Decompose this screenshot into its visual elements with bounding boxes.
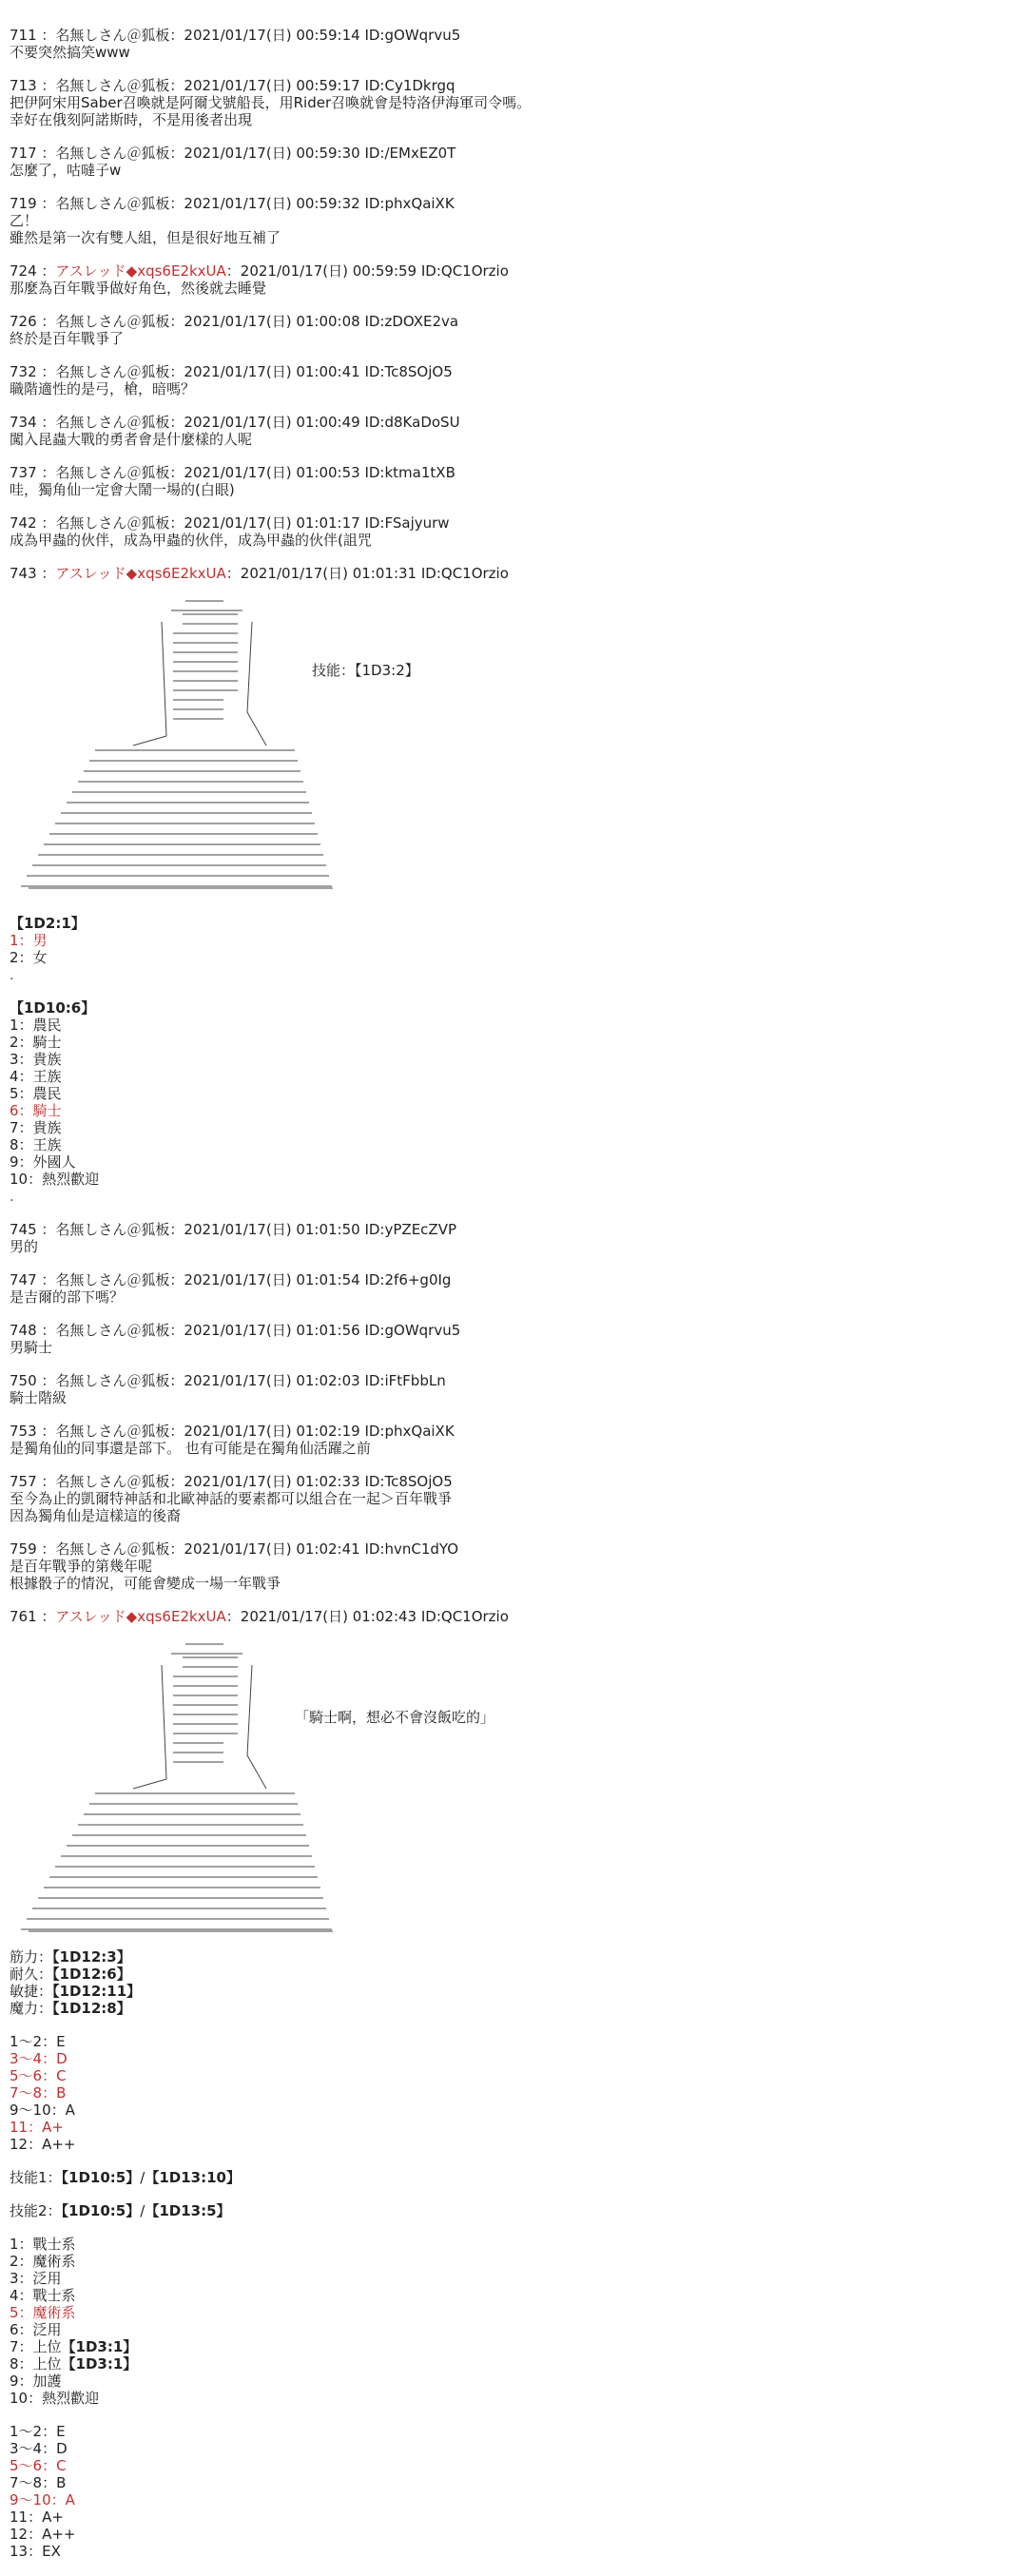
list-item: 5～6：C: [10, 2067, 67, 2084]
post: [10, 464, 1017, 498]
post: [10, 195, 1017, 246]
art-stroke: [162, 1665, 166, 1779]
post-header: 732 ：名無しさん＠狐板：2021/01/17(日) 01:00:41 ID:Tc8SOjO5: [10, 363, 453, 380]
skill2-roll: 技能2：【1D10:5】/【1D13:5】: [10, 2202, 231, 2219]
list-item: 11：A+: [10, 2508, 64, 2526]
post: [10, 514, 1017, 549]
list-item: 7：貴族: [10, 1119, 62, 1136]
list-item: 1：農民: [10, 1017, 62, 1034]
post-body-line: 把伊阿宋用Saber召喚就是阿爾戈號船長，用Rider召喚就會是特洛伊海軍司令嗎。: [10, 94, 532, 111]
post-header: 726 ：名無しさん＠狐板：2021/01/17(日) 01:00:08 ID:zDOXE2va: [10, 313, 459, 330]
author-trip: ◆xqs6E2kxUA: [126, 565, 226, 582]
post-body-line: 根據骰子的情況，可能會變成一場一年戰爭: [10, 1575, 281, 1592]
post-header: 734 ：名無しさん＠狐板：2021/01/17(日) 01:00:49 ID:d8KaDoSU: [10, 414, 460, 431]
list-item: 7：上位【1D3:1】: [10, 2338, 138, 2355]
posts-group-1: [10, 27, 1017, 246]
post: [10, 1271, 1017, 1306]
speech-caption: 「騎士啊，想必不會沒飯吃的」: [295, 1709, 495, 1726]
stat-rolls: [10, 1948, 1017, 2017]
post: [10, 1473, 1017, 1524]
skill1-roll: 技能1：【1D10:5】/【1D13:10】: [10, 2169, 241, 2186]
post-header: 748 ：名無しさん＠狐板：2021/01/17(日) 01:01:56 ID:gOWqrvu5: [10, 1322, 461, 1339]
posts-group-2: [10, 313, 1017, 549]
list-item: 3～4：D: [10, 2440, 68, 2457]
art-stroke: [247, 1755, 266, 1789]
list-item: 4：王族: [10, 1068, 62, 1085]
post-body-line: 至今為止的凱爾特神話和北歐神話的要素都可以組合在一起＞百年戰爭: [10, 1490, 453, 1507]
ascii-art-drawing: [10, 1637, 371, 1941]
post: [10, 414, 1017, 448]
ascii-art-figure: [10, 1637, 495, 1941]
post: [10, 363, 1017, 397]
list-item: 4：戰士系: [10, 2287, 76, 2304]
list-item: 1：戰士系: [10, 2236, 76, 2253]
post-body-line: 乙！: [10, 212, 39, 229]
list-item: 9～10：A: [10, 2101, 75, 2119]
roll-title: 【1D10:6】: [10, 999, 96, 1017]
post-header: 711 ：名無しさん＠狐板：2021/01/17(日) 00:59:14 ID:gOWqrvu5: [10, 27, 461, 44]
list-item: 3：貴族: [10, 1051, 62, 1068]
post-body-line: 是吉爾的部下嗎？: [10, 1288, 125, 1306]
list-item: 3：泛用: [10, 2270, 62, 2287]
roll-title: 【1D2:1】: [10, 915, 86, 932]
ascii-art-drawing: [10, 593, 371, 907]
list-item: 9～10：A: [10, 2491, 75, 2508]
post-743: 743 ：アスレッド◆xqs6E2kxUA：2021/01/17(日) 01:01:31 ID:QC1Orzio 技能：【1D3:2】 【1D2:1】 1：男 2：女 . 【1D10:6】 1：農民 2：騎士 3：貴族 4：王族 5：農民 6：騎士 7：貴族 8：王族 9：外國人 10：熱烈歡迎 .: [10, 565, 1017, 1221]
post-header: 759 ：名無しさん＠狐板：2021/01/17(日) 01:02:41 ID:hvnC1dYO: [10, 1540, 459, 1558]
post-header: 724 ：アスレッド◆xqs6E2kxUA：2021/01/17(日) 00:59:59 ID:QC1Orzio: [10, 262, 509, 280]
list-item: 1～2：E: [10, 2033, 66, 2050]
list-item: 2：女: [10, 949, 48, 966]
art-stroke: [133, 1779, 166, 1789]
post-body-line: 是百年戰爭的第幾年呢: [10, 1558, 153, 1575]
post-header: 750 ：名無しさん＠狐板：2021/01/17(日) 01:02:03 ID:iFtFbbLn: [10, 1372, 446, 1389]
list-item: 5：農民: [10, 1085, 62, 1102]
post-body-line: 闖入昆蟲大戰的勇者會是什麼樣的人呢: [10, 431, 253, 448]
post: [10, 1540, 1017, 1592]
author-trip: ◆xqs6E2kxUA: [126, 1608, 226, 1625]
stat-line: 敏捷：【1D12:11】: [10, 1983, 142, 2000]
post-body-line: 雖然是第一次有雙人組，但是很好地互補了: [10, 229, 281, 246]
stat-line: 魔力：【1D12:8】: [10, 2000, 131, 2017]
post: [10, 1322, 1017, 1356]
post-body-line: 怎麼了，咕噠子w: [10, 162, 122, 179]
post-761: [10, 1608, 1017, 2560]
art-stroke: [133, 736, 166, 746]
list-item: 12：A++: [10, 2526, 76, 2543]
post-header: 737 ：名無しさん＠狐板：2021/01/17(日) 01:00:53 ID:ktma1tXB: [10, 464, 455, 481]
post-body-line: 不要突然搞笑www: [10, 44, 130, 61]
list-item: 3～4：D: [10, 2050, 68, 2067]
list-item: 13：EX: [10, 2543, 61, 2560]
list-item: 8：上位【1D3:1】: [10, 2355, 138, 2373]
stat-line: 耐久：【1D12:6】: [10, 1966, 131, 1983]
post: [10, 1221, 1017, 1255]
author-name[interactable]: アスレッド: [55, 565, 126, 582]
post-body-line: 成為甲蟲的伙伴，成為甲蟲的伙伴，成為甲蟲的伙伴(詛咒: [10, 532, 372, 549]
list-item: 2：魔術系: [10, 2253, 76, 2270]
list-item: 10：熱烈歡迎: [10, 2390, 100, 2407]
list-item: 7～8：B: [10, 2474, 67, 2491]
post-header: 713 ：名無しさん＠狐板：2021/01/17(日) 00:59:17 ID:Cy1Dkrgq: [10, 77, 455, 94]
list-item: 9：外國人: [10, 1153, 76, 1171]
post-header: 761 ：アスレッド◆xqs6E2kxUA：2021/01/17(日) 01:02:43 ID:QC1Orzio: [10, 1608, 509, 1625]
list-item: 1：男: [10, 932, 48, 949]
post-body-line: 男的: [10, 1238, 39, 1255]
stat-line: 筋力：【1D12:3】: [10, 1948, 131, 1966]
list-item: 9：加護: [10, 2373, 62, 2390]
list-item: 5～6：C: [10, 2457, 67, 2474]
post-header: 753 ：名無しさん＠狐板：2021/01/17(日) 01:02:19 ID:phxQaiXK: [10, 1423, 455, 1440]
post-body-line: 終於是百年戰爭了: [10, 330, 125, 347]
art-stroke: [247, 622, 252, 712]
skill-table: [10, 2236, 1017, 2407]
ascii-art-figure: [10, 593, 419, 907]
art-stroke: [247, 712, 266, 746]
list-item: 11：A+: [10, 2119, 64, 2136]
list-item: 7～8：B: [10, 2084, 67, 2101]
post-header: 742 ：名無しさん＠狐板：2021/01/17(日) 01:01:17 ID:FSajyurw: [10, 514, 450, 532]
post-header: 743 ：アスレッド◆xqs6E2kxUA：2021/01/17(日) 01:01:31 ID:QC1Orzio: [10, 565, 509, 582]
post-header: 757 ：名無しさん＠狐板：2021/01/17(日) 01:02:33 ID:Tc8SOjO5: [10, 1473, 453, 1490]
post-body-line: 男騎士: [10, 1339, 53, 1356]
post: [10, 27, 1017, 61]
list-item: 12：A++: [10, 2136, 76, 2153]
post-body-line: 因為獨角仙是這樣這的後裔: [10, 1507, 182, 1524]
author-name[interactable]: アスレッド: [55, 1608, 126, 1625]
skill-caption: 技能：【1D3:2】: [312, 662, 419, 679]
rank-table-1: [10, 2033, 1017, 2153]
post: [10, 145, 1017, 179]
post-header: 717 ：名無しさん＠狐板：2021/01/17(日) 00:59:30 ID:/EMxEZ0T: [10, 145, 456, 162]
list-item: 5：魔術系: [10, 2304, 76, 2321]
post-body-line: 幸好在俄刻阿諾斯時，不是用後者出現: [10, 111, 253, 128]
gender-roll: [10, 915, 1017, 966]
list-item: 10：熱烈歡迎: [10, 1171, 100, 1188]
class-roll: [10, 999, 1017, 1188]
list-item: 6：騎士: [10, 1102, 62, 1119]
post-header: 747 ：名無しさん＠狐板：2021/01/17(日) 01:01:54 ID:2f6+g0Ig: [10, 1271, 452, 1288]
post-body-line: 職階適性的是弓，槍，暗嗎？: [10, 380, 196, 397]
list-item: 2：騎士: [10, 1034, 62, 1051]
art-stroke: [247, 1665, 252, 1755]
post: [10, 1423, 1017, 1457]
list-item: 6：泛用: [10, 2321, 62, 2338]
post: [10, 313, 1017, 347]
post-724: [10, 262, 1017, 297]
rank-table-2: [10, 2423, 1017, 2560]
thread-page: [10, 27, 1017, 2576]
art-stroke: [162, 622, 166, 736]
list-item: 8：王族: [10, 1136, 62, 1153]
author-trip: ◆xqs6E2kxUA: [126, 262, 226, 280]
post: [10, 1372, 1017, 1406]
post-header: 719 ：名無しさん＠狐板：2021/01/17(日) 00:59:32 ID:phxQaiXK: [10, 195, 455, 212]
post-header: 745 ：名無しさん＠狐板：2021/01/17(日) 01:01:50 ID:yPZEcZVP: [10, 1221, 456, 1238]
posts-group-3: [10, 1221, 1017, 1592]
list-item: 1～2：E: [10, 2423, 66, 2440]
post: [10, 77, 1017, 128]
post-body-line: 騎士階級: [10, 1389, 68, 1406]
post-body-line: 是獨角仙的同事還是部下。 也有可能是在獨角仙活躍之前: [10, 1440, 371, 1457]
post-body-line: 哇，獨角仙一定會大鬧一場的(白眼): [10, 481, 235, 498]
post-body: 那麼為百年戰爭做好角色，然後就去睡覺: [10, 280, 267, 297]
author-name[interactable]: アスレッド: [55, 262, 126, 280]
